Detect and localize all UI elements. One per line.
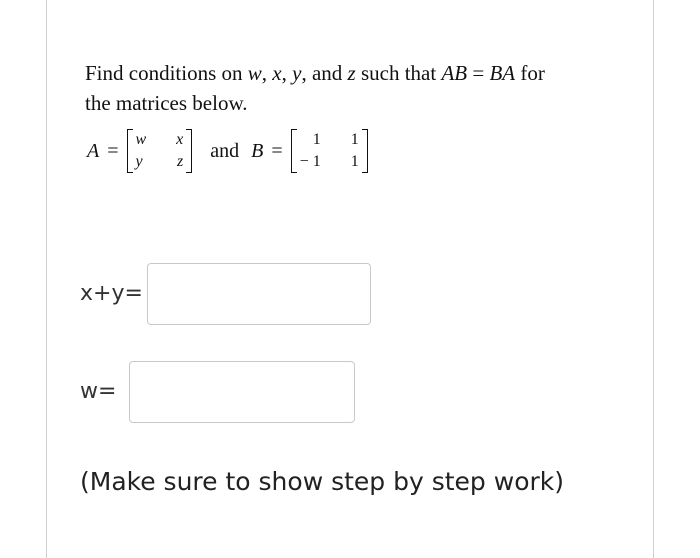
var-z: z bbox=[347, 61, 356, 85]
equals-sign: = bbox=[107, 139, 119, 162]
var-x: x bbox=[272, 61, 282, 85]
separator: , bbox=[261, 61, 273, 85]
x-plus-y-label: x+y= bbox=[80, 281, 143, 306]
panel-right-border bbox=[653, 0, 654, 558]
equals-sign: = bbox=[271, 139, 283, 162]
matrix-b-cell: 1 bbox=[350, 131, 359, 148]
matrix-b-name: B bbox=[251, 139, 264, 162]
var-w: w bbox=[247, 61, 262, 85]
product-ba: BA bbox=[489, 61, 516, 85]
problem-statement bbox=[85, 58, 545, 118]
panel-left-border bbox=[46, 0, 47, 558]
w-answer-input[interactable] bbox=[129, 361, 355, 423]
instruction-note: (Make sure to show step by step work) bbox=[80, 467, 564, 496]
problem-text: such that bbox=[355, 61, 442, 85]
matrix-a-name: A bbox=[87, 139, 100, 162]
matrix-b-cell: 1 bbox=[312, 131, 321, 148]
matrix-b-cell: − 1 bbox=[299, 153, 321, 170]
matrix-a-cell: w bbox=[135, 131, 147, 148]
product-ab: AB bbox=[441, 61, 468, 85]
matrix-definitions bbox=[87, 125, 368, 177]
problem-text: Find conditions on bbox=[85, 61, 248, 85]
matrix-a bbox=[127, 128, 193, 174]
problem-text: for bbox=[515, 61, 545, 85]
separator: , bbox=[281, 61, 293, 85]
x-plus-y-answer-input[interactable] bbox=[147, 263, 371, 325]
w-label: w= bbox=[80, 379, 117, 404]
var-y: y bbox=[292, 61, 302, 85]
problem-line-2: the matrices below. bbox=[85, 91, 248, 115]
matrix-b-cell: 1 bbox=[350, 153, 359, 170]
and-word: , and bbox=[301, 61, 348, 85]
matrix-b bbox=[291, 128, 368, 174]
equals-sign: = bbox=[467, 61, 490, 85]
and-text: and bbox=[210, 139, 240, 162]
problem-line-1 bbox=[85, 58, 545, 88]
matrix-a-cell: y bbox=[135, 153, 143, 170]
matrix-a-cell: x bbox=[176, 131, 184, 148]
matrix-a-cell: z bbox=[177, 153, 184, 170]
